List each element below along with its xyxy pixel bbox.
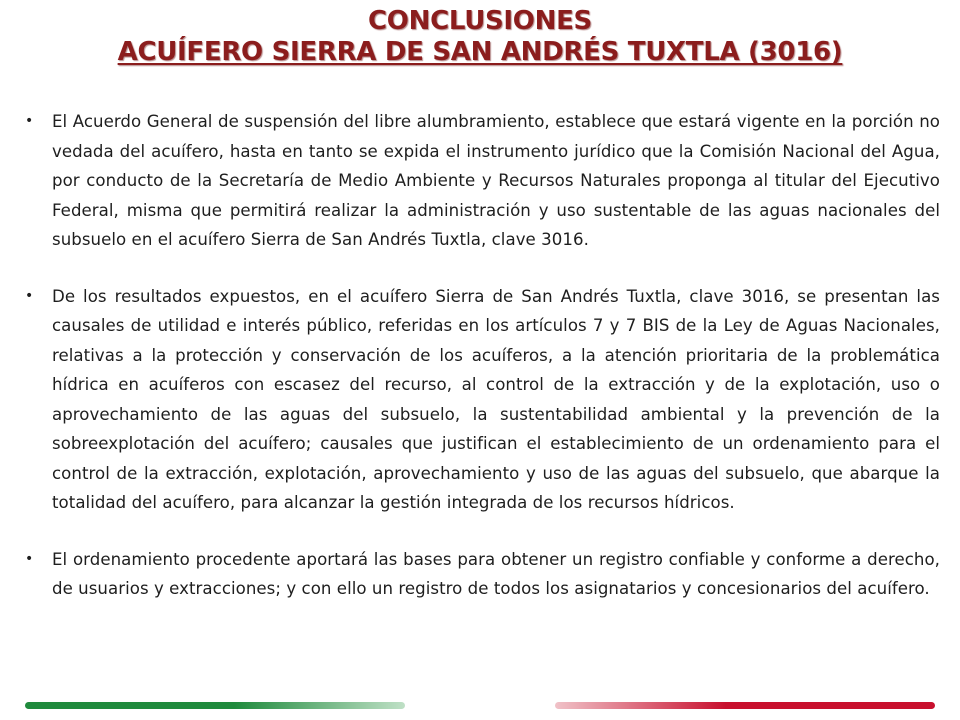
bullet-item-suspension [20, 107, 940, 255]
bullet-icon: • [25, 113, 34, 129]
bullet-list [20, 107, 940, 604]
bullet-icon: • [25, 287, 34, 304]
footer-green-bar [25, 702, 405, 709]
page-title [0, 6, 960, 68]
title-conclusiones: CONCLUSIONES [368, 6, 592, 36]
bullet-item-ordinance [20, 545, 940, 604]
footer-decoration [0, 702, 960, 710]
footer-red-bar [555, 702, 935, 709]
bullet-text: De los resultados expuestos, en el acuífero Sierra de San Andrés Tuxtla, clave 3016, se presentan las causales de utilidad e interés público, referidas en los artículos 7 y 7 BIS de la Ley de Aguas Nacionales, relativas a la protección y conservación de los acuíferos, a la atención prioritaria de la problemática hídrica en acuíferos con escasez del recurso, al control de la extracción y de la explotación, uso o aprovechamiento de las aguas del subsuelo, la sustentabilidad ambiental y la prevención de la sobreexplotación del acuífero; causales que justifican el establecimiento de un ordenamiento para el control de la extracción, explotación, aprovechamiento y uso de las aguas del subsuelo, que abarque la totalidad del acuífero, para alcanzar la gestión integrada de los recursos hídricos. [52, 286, 940, 512]
bullet-text: El Acuerdo General de suspensión del libre alumbramiento, establece que estará vigente en la porción no vedada del acuífero, hasta en tanto se expida el instrumento jurídico que la Comisión Nacional del Agua, por conducto de la Secretaría de Medio Ambiente y Recursos Naturales proponga al titular del Ejecutivo Federal, misma que permitirá realizar la administración y uso sustentable de las aguas nacionales del subsuelo en el acuífero Sierra de San Andrés Tuxtla, clave 3016. [52, 112, 940, 249]
bullet-item-results [20, 282, 940, 518]
bullet-text: El ordenamiento procedente aportará las bases para obtener un registro confiable y conforme a derecho, de usuarios y extracciones; y con ello un registro de todos los asignatarios y concesionarios del acuífero. [52, 549, 940, 598]
bullet-icon: • [25, 550, 34, 567]
title-aquifer: ACUÍFERO SIERRA DE SAN ANDRÉS TUXTLA (3016) [117, 37, 843, 67]
